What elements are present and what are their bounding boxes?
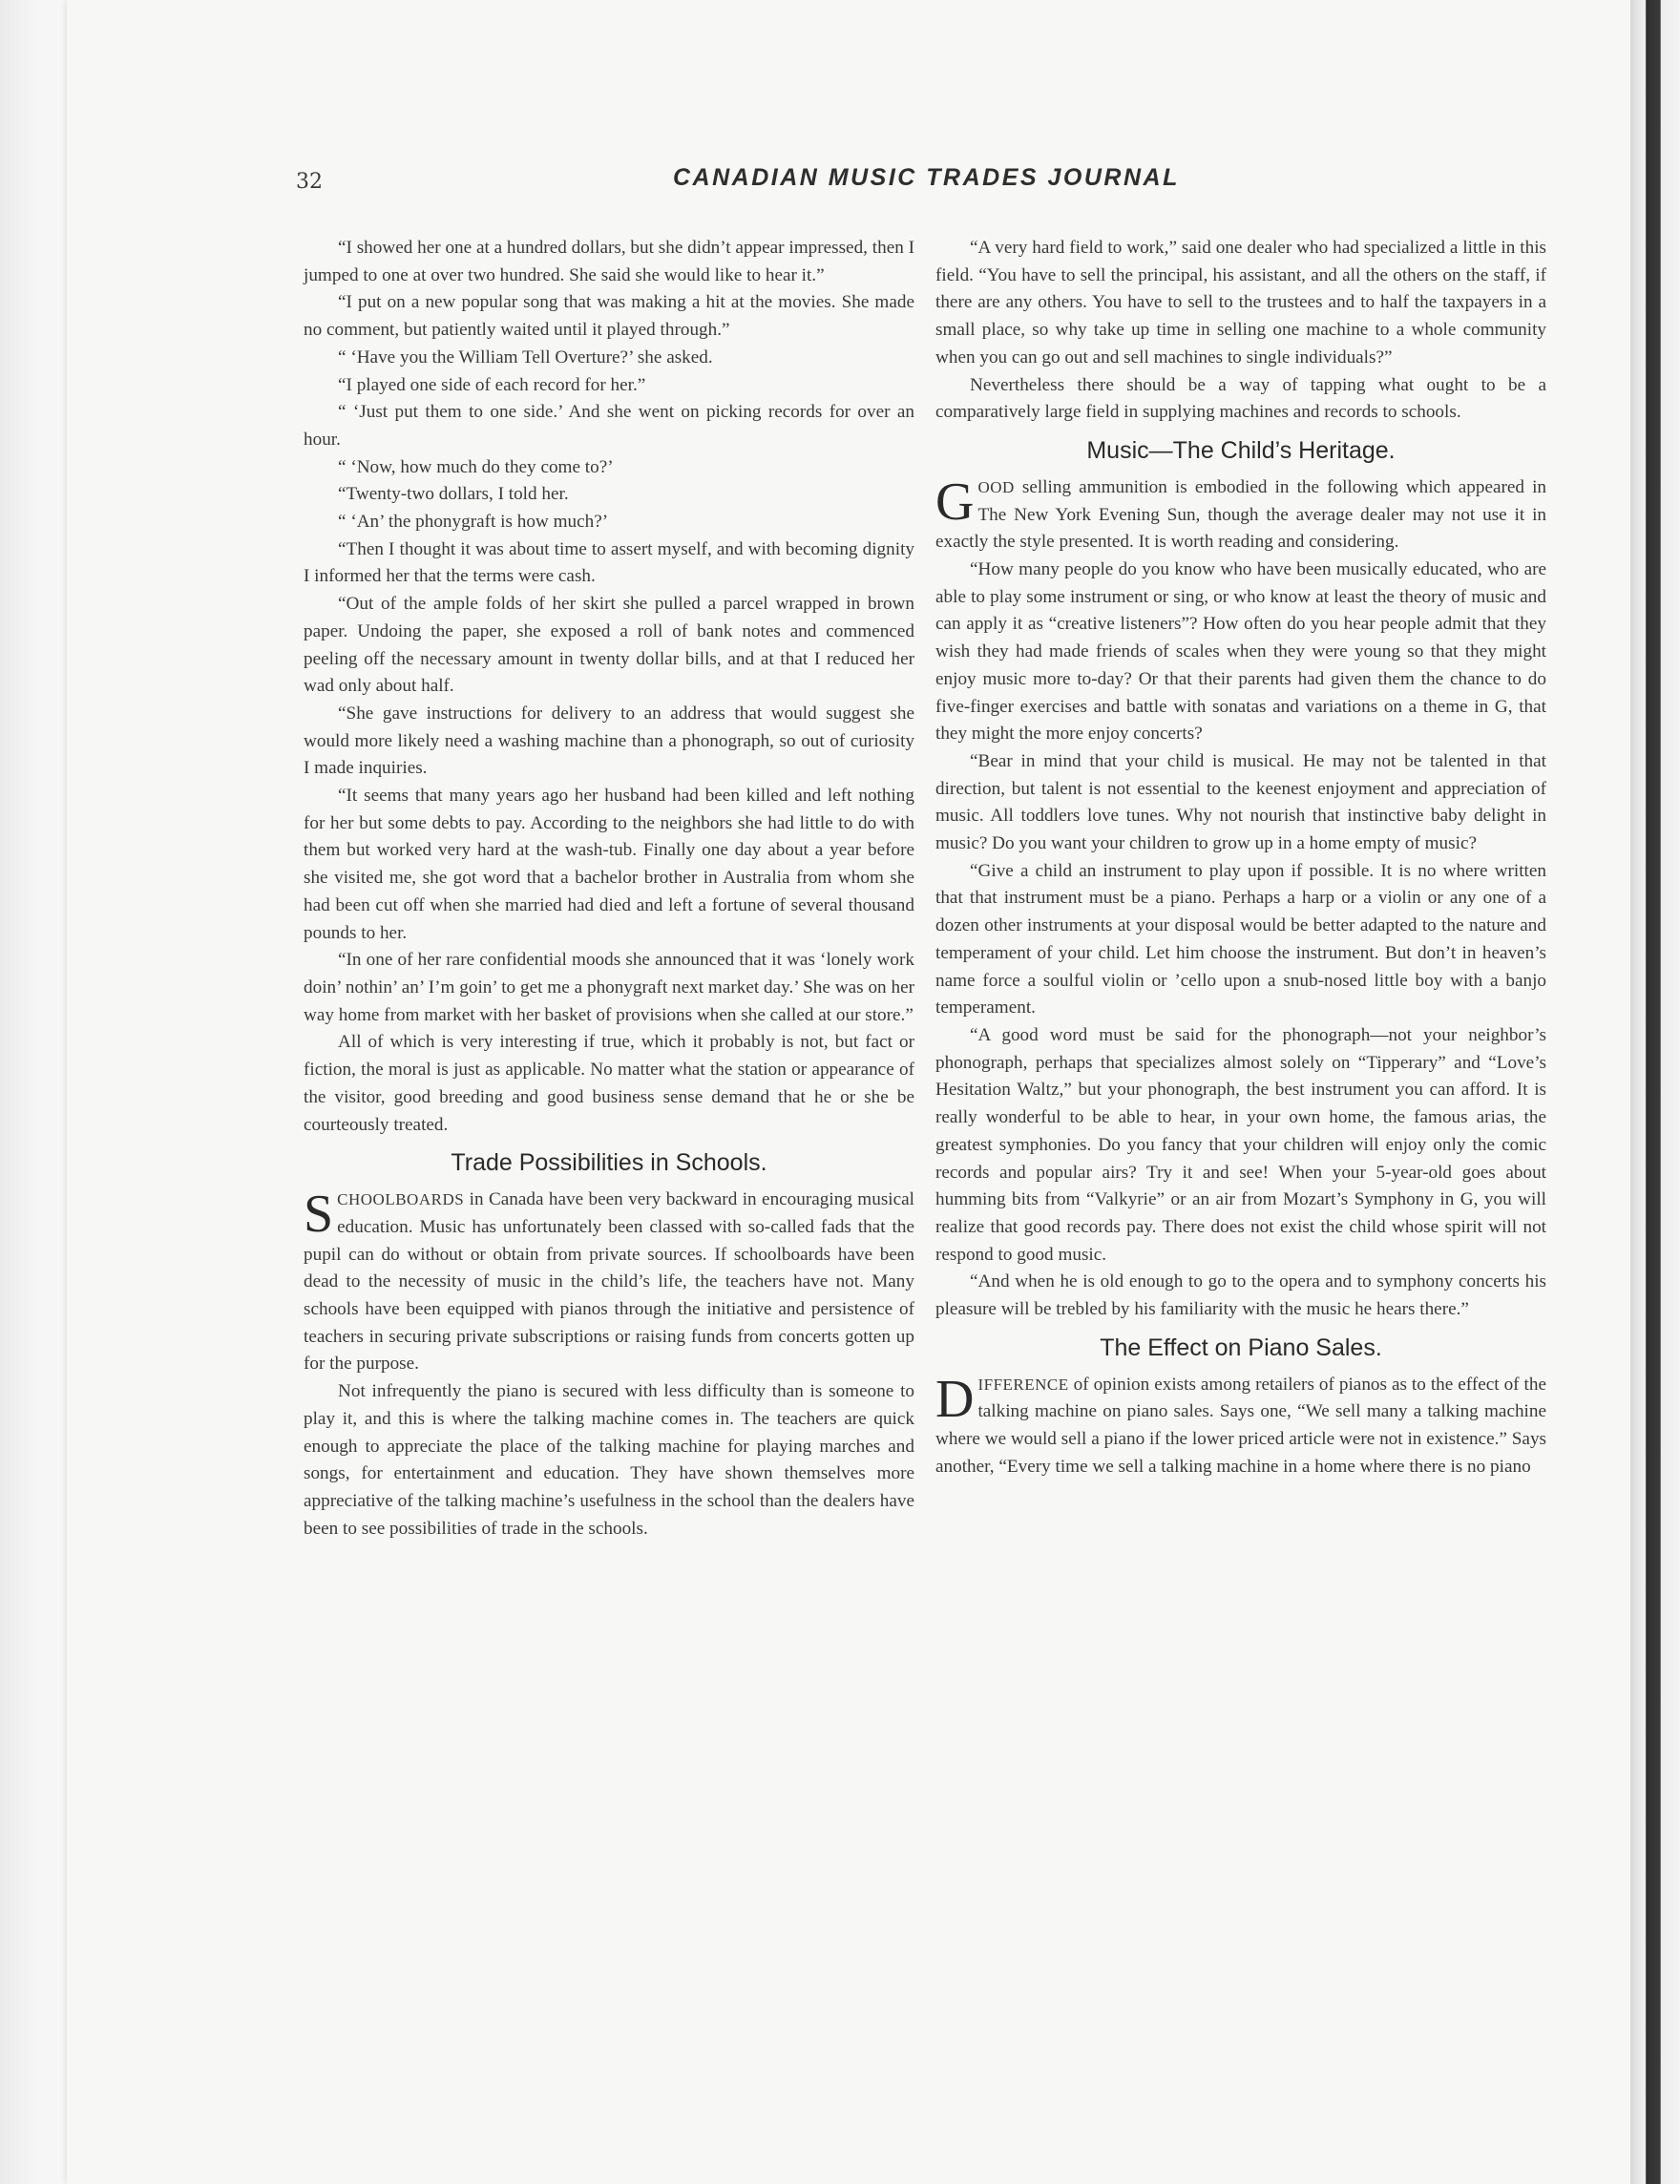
paragraph: “It seems that many years ago her husband had been killed and left nothing for her but some debts to pay. According to the neighbors she had little to do with them but worked very hard at the wash-tub. Finally one day about a year before she visited me, she got word that a bachelor brother in Australia from whom she had been cut off when she married had died and left a fortune of several thousand pounds to her. (304, 786, 914, 943)
paragraph: “Bear in mind that your child is musical. He may not be talented in that direction, but talent is not essential to the keenest enjoyment and appreciation of music. All toddlers love tunes. Why not nourish that instinctive baby delight in music? Do you want your children to grow up in a home empty of music? (935, 750, 1546, 854)
drop-cap: S (304, 1185, 334, 1245)
paragraph: “She gave instructions for delivery to an address that would suggest she would more likely need a washing machine than a phonograph, so out of curiosity I made inquiries. (304, 703, 914, 779)
paragraph: “Out of the ample folds of her skirt she pulled a parcel wrapped in brown paper. Undoing the paper, she exposed a roll of bank notes and commenced peeling off the necessary amount in twenty dollar bills, and at that I reduced her wad only about half. (304, 594, 914, 697)
right-column (935, 235, 1546, 1481)
lead-smallcaps: CHOOLBOARDS (337, 1190, 465, 1209)
paragraph: “A good word must be said for the phonograph—not your neighbor’s phonograph, perhaps that specializes almost solely on “Tipperary” and “Love’s Hesitation Waltz,” but your phonograph, the best instrument you can afford. It is really wonderful to be able to hear, in your own home, the famous arias, the greatest symphonies. Do you fancy that your children will enjoy only the comic records and popular airs? Try it and see! When your 5-year-old goes about humming bits from “Valkyrie” or an air from Mozart’s Symphony in G, you will realize that good records pay. There does not exist the child whose spirit will not respond to good music. (935, 1024, 1546, 1265)
paragraph: “Then I thought it was about time to assert myself, and with becoming dignity I informed her that the terms were cash. (304, 538, 914, 587)
lead-text: in Canada have been very backward in encouraging musical education. Music has unfortunately been classed with so-called fads that the pupil can do without or obtain from private sources. If schoolboards have been dead to the necessity of music in the child’s life, the teachers have not. Many schools have been equipped with pianos through the initiative and persistence of teachers in securing private subscriptions or raising funds from concerts gotten up for the purpose. (304, 1189, 914, 1375)
paragraph: Nevertheless there should be a way of tapping what ought to be a comparatively large field in supplying machines and records to schools. (935, 374, 1546, 423)
paragraph: “ ‘Have you the William Tell Overture?’ she asked. (338, 346, 713, 368)
lead-text: selling ammunition is embodied in the following which appeared in The New York Evening Sun, though the average dealer may not use it in exactly the style presented. It is worth reading and considering. (935, 476, 1546, 553)
lead-smallcaps: IFFERENCE (977, 1375, 1069, 1394)
paragraph: “A very hard field to work,” said one dealer who had specialized a little in this field. “You have to sell the principal, his assistant, and all the others on the staff, if there are any others. You have to sell to the trustees and to half the taxpayers in a small place, so why take up time in selling one machine to a whole community when you can go out and sell machines to single individuals?” (935, 238, 1546, 368)
lead-smallcaps: OOD (977, 477, 1015, 496)
paragraph: All of which is very interesting if true, which it probably is not, but fact or fiction, the moral is just as applicable. No matter what the station or appearance of the visitor, good breeding and good business sense demand that he or she be courteously treated. (304, 1032, 914, 1135)
drop-cap: D (935, 1369, 975, 1429)
left-column (304, 235, 914, 1543)
section-heading-trade-possibilities: Trade Possibilities in Schools. (451, 1149, 767, 1177)
section-opening-paragraph (935, 474, 1546, 556)
drop-cap: G (935, 472, 975, 532)
paragraph: “How many people do you know who have been musically educated, who are able to play some instrument or sing, or who know at least the theory of music and can apply it as “creative listeners”? How often do you hear people admit that they wish they had made friends of scales when they were young so that they might enjoy music more to-day? Or that their parents had given them the chance to do five-finger exercises and battle with sonatas and variations on a theme in G, that they might the more enjoy concerts? (935, 559, 1546, 745)
paragraph: “In one of her rare confidential moods she announced that it was ‘lonely work doin’ nothin’ an’ I’m goin’ to get me a phonygraft next market day.’ She was on her way home from market with her basket of provisions when she called at our store.” (304, 950, 914, 1025)
paragraph: “ ‘Just put them to one side.’ And she went on picking records for over an hour. (304, 402, 914, 450)
section-heading-childs-heritage: Music—The Child’s Heritage. (1086, 436, 1396, 464)
paragraph: “I showed her one at a hundred dollars, but she didn’t appear impressed, then I jumped to one at over two hundred. She said she would like to hear it.” (304, 238, 914, 285)
section-opening-paragraph (935, 1369, 1546, 1481)
section-opening-paragraph (304, 1186, 914, 1378)
paragraph: Not infrequently the piano is secured with less difficulty than is someone to play it, and this is where the talking machine comes in. The teachers are quick enough to appreciate the place of the talking machine for playing marches and songs, for entertainment and education. They have shown themselves more appreciative of the talking machine’s usefulness in the school than the dealers have been to see possibilities of trade in the schools. (304, 1381, 914, 1539)
lead-text: of opinion exists among retailers of pianos as to the effect of the talking machine on piano sales. Says one, “We sell many a talking machine where we would sell a piano if the lower priced article were not in existence.” Says another, “Every time we sell a talking machine in a home where there is no piano (935, 1374, 1546, 1477)
paragraph: “I played one side of each record for her.” (338, 374, 646, 395)
paragraph: “And when he is old enough to go to the opera and to symphony concerts his pleasure will be trebled by his familiarity with the music he hears there.” (935, 1271, 1546, 1320)
paragraph: “I put on a new popular song that was making a hit at the movies. She made no comment, but patiently waited until it played through.” (304, 292, 914, 341)
section-heading-piano-sales: The Effect on Piano Sales. (1100, 1334, 1382, 1361)
paragraph: “ ‘Now, how much do they come to?’ (338, 456, 614, 477)
adjacent-page-edge (1630, 0, 1680, 2184)
paragraph: “ ‘An’ the phonygraft is how much?’ (338, 512, 609, 533)
paragraph: “Twenty-two dollars, I told her. (338, 484, 569, 505)
running-head: CANADIAN MUSIC TRADES JOURNAL (673, 164, 1180, 191)
paragraph: “Give a child an instrument to play upon if possible. It is no where written that that instrument must be a piano. Perhaps a harp or a violin or any one of a dozen other instruments at your disposal would be better adapted to the nature and temperament of your child. Let him choose the instrument. But don’t in heaven’s name force a soulful violin or ’cello upon a snub-nosed little boy with a banjo temperament. (935, 860, 1546, 1018)
page-number: 32 (296, 170, 323, 194)
page-header (296, 164, 1537, 202)
